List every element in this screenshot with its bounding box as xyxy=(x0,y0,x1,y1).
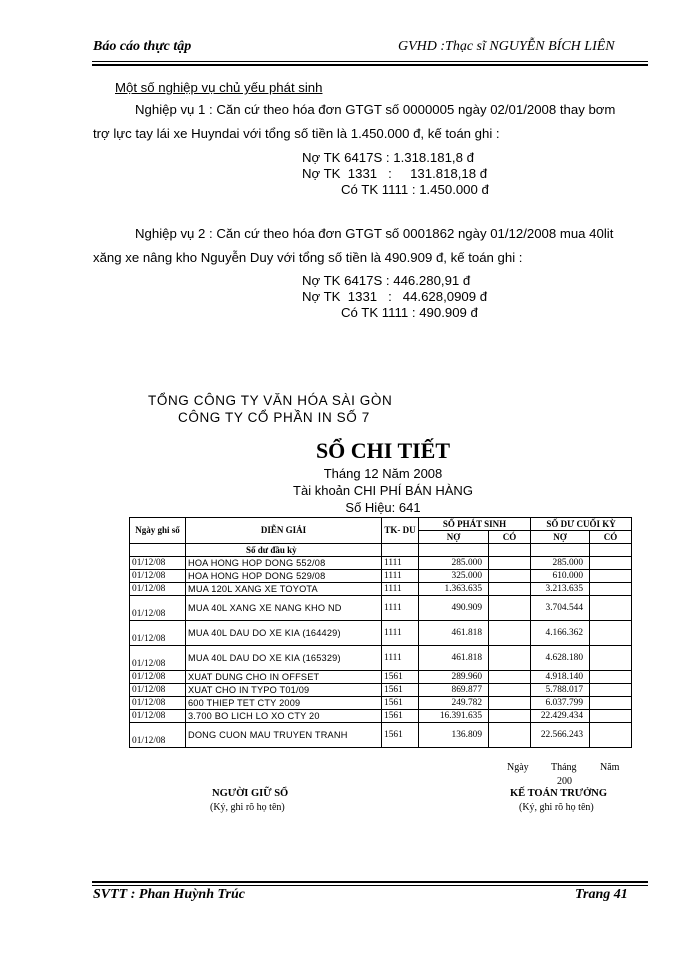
sign-right-note: (Ký, ghi rõ họ tên) xyxy=(519,802,594,813)
row-bal-co xyxy=(590,723,632,748)
transaction1-entry1: Nợ TK 6417S : 1.318.181,8 đ xyxy=(302,150,474,165)
col-header-so-du: SỐ DƯ CUỐI KỲ xyxy=(531,518,632,531)
row-tk: 1111 xyxy=(382,596,419,621)
opening-date xyxy=(130,544,186,557)
sign-date-year: Năm xyxy=(600,762,620,773)
transaction1-line1: Nghiệp vụ 1 : Căn cứ theo hóa đơn GTGT số 0000005 ngày 02/01/2008 thay bơm xyxy=(135,102,616,117)
row-date: 01/12/08 xyxy=(130,697,186,710)
row-bal-co xyxy=(590,596,632,621)
row-tk: 1111 xyxy=(382,646,419,671)
row-desc: MUA 40L XANG XE NANG KHO ND xyxy=(186,596,382,621)
col-header-no: NỢ xyxy=(419,531,489,544)
row-bal-no: 3.213.635 xyxy=(531,583,590,596)
ledger-month: Tháng 12 Năm 2008 xyxy=(323,466,443,481)
row-desc: MUA 40L DAU DO XE KIA (164429) xyxy=(186,621,382,646)
ledger-title: SỔ CHI TIẾT xyxy=(315,438,451,463)
row-bal-co xyxy=(590,671,632,684)
row-tk: 1561 xyxy=(382,710,419,723)
table-row xyxy=(130,596,632,621)
sign-left-note: (Ký, ghi rõ họ tên) xyxy=(210,802,285,813)
ledger-code: Số Hiệu: 641 xyxy=(345,500,421,515)
company-line2: CÔNG TY CỔ PHẦN IN SỐ 7 xyxy=(178,410,370,425)
table-row xyxy=(130,557,632,570)
row-no: 461.818 xyxy=(419,646,489,671)
table-row xyxy=(130,671,632,684)
row-desc: XUAT CHO IN TYPO T01/09 xyxy=(186,684,382,697)
row-co xyxy=(489,583,531,596)
sign-right-title: KẾ TOÁN TRƯỞNG xyxy=(510,788,608,799)
row-bal-no: 6.037.799 xyxy=(531,697,590,710)
row-no: 490.909 xyxy=(419,596,489,621)
col-header-tk: TK- DU xyxy=(382,518,419,544)
table-row xyxy=(130,570,632,583)
row-co xyxy=(489,710,531,723)
row-desc: HOA HONG HOP DONG 552/08 xyxy=(186,557,382,570)
row-tk: 1111 xyxy=(382,621,419,646)
ledger-account: Tài khoản CHI PHÍ BÁN HÀNG xyxy=(293,483,473,498)
row-bal-co xyxy=(590,570,632,583)
table-row xyxy=(130,697,632,710)
company-line1: TỔNG CÔNG TY VĂN HÓA SÀI GÒN xyxy=(148,393,393,408)
row-bal-no: 4.918.140 xyxy=(531,671,590,684)
row-bal-no: 4.628.180 xyxy=(531,646,590,671)
row-no: 136.809 xyxy=(419,723,489,748)
sign-left-title: NGƯỜI GIỮ SỔ xyxy=(212,788,289,799)
row-bal-co xyxy=(590,684,632,697)
footer-rule-top xyxy=(92,881,648,883)
row-no: 249.782 xyxy=(419,697,489,710)
transaction2-entry3: Có TK 1111 : 490.909 đ xyxy=(341,305,478,320)
header-rule-bottom xyxy=(92,64,648,66)
row-no: 325.000 xyxy=(419,570,489,583)
row-date: 01/12/08 xyxy=(130,671,186,684)
table-row xyxy=(130,684,632,697)
row-co xyxy=(489,570,531,583)
row-tk: 1561 xyxy=(382,697,419,710)
row-co xyxy=(489,596,531,621)
transaction2-entry2: Nợ TK 1331 : 44.628,0909 đ xyxy=(302,289,488,304)
col-header-desc: DIỄN GIẢI xyxy=(186,518,382,544)
row-date: 01/12/08 xyxy=(130,684,186,697)
row-bal-co xyxy=(590,583,632,596)
row-bal-co xyxy=(590,646,632,671)
footer-left: SVTT : Phan Huỳnh Trúc xyxy=(93,887,245,902)
footer-page: Trang 41 xyxy=(575,887,628,902)
col-header-date: Ngày ghi sổ xyxy=(130,518,186,544)
row-desc: DONG CUON MAU TRUYEN TRANH xyxy=(186,723,382,748)
row-tk: 1111 xyxy=(382,583,419,596)
row-no: 289.960 xyxy=(419,671,489,684)
row-date: 01/12/08 xyxy=(130,583,186,596)
row-bal-no: 4.166.362 xyxy=(531,621,590,646)
col-header-co: CÓ xyxy=(489,531,531,544)
sign-date-year-value: 200 xyxy=(557,776,572,787)
table-row xyxy=(130,621,632,646)
row-bal-no: 5.788.017 xyxy=(531,684,590,697)
table-row xyxy=(130,710,632,723)
row-bal-co xyxy=(590,557,632,570)
row-date: 01/12/08 xyxy=(130,710,186,723)
opening-label: Số dư đầu kỳ xyxy=(186,544,382,557)
row-co xyxy=(489,684,531,697)
col-header-bal-no: NỢ xyxy=(531,531,590,544)
row-date: 01/12/08 xyxy=(130,557,186,570)
transaction2-line1: Nghiệp vụ 2 : Căn cứ theo hóa đơn GTGT số 0001862 ngày 01/12/2008 mua 40lit xyxy=(135,226,614,241)
row-bal-co xyxy=(590,710,632,723)
row-bal-no: 3.704.544 xyxy=(531,596,590,621)
row-no: 1.363.635 xyxy=(419,583,489,596)
row-no: 285.000 xyxy=(419,557,489,570)
row-date: 01/12/08 xyxy=(130,723,186,748)
row-desc: XUAT DUNG CHO IN OFFSET xyxy=(186,671,382,684)
table-row xyxy=(130,646,632,671)
row-no: 869.877 xyxy=(419,684,489,697)
row-desc: 600 THIEP TET CTY 2009 xyxy=(186,697,382,710)
row-co xyxy=(489,697,531,710)
row-date: 01/12/08 xyxy=(130,570,186,583)
row-bal-co xyxy=(590,621,632,646)
ledger-table xyxy=(129,517,632,748)
row-bal-no: 22.429.434 xyxy=(531,710,590,723)
row-desc: MUA 120L XANG XE TOYOTA xyxy=(186,583,382,596)
sign-date-day: Ngày xyxy=(507,762,529,773)
sign-date-month: Tháng xyxy=(551,762,577,773)
row-tk: 1561 xyxy=(382,723,419,748)
row-no: 461.818 xyxy=(419,621,489,646)
row-tk: 1111 xyxy=(382,557,419,570)
row-co xyxy=(489,646,531,671)
transaction2-line2: xăng xe nâng kho Nguyễn Duy với tổng số tiền là 490.909 đ, kế toán ghi : xyxy=(93,250,523,265)
row-date: 01/12/08 xyxy=(130,596,186,621)
row-tk: 1561 xyxy=(382,684,419,697)
row-co xyxy=(489,671,531,684)
row-bal-no: 610.000 xyxy=(531,570,590,583)
transaction1-entry2: Nợ TK 1331 : 131.818,18 đ xyxy=(302,166,488,181)
transaction1-line2: trợ lực tay lái xe Huyndai với tổng số tiền là 1.450.000 đ, kế toán ghi : xyxy=(93,126,500,141)
row-desc: 3.700 BO LICH LO XO CTY 20 xyxy=(186,710,382,723)
row-tk: 1111 xyxy=(382,570,419,583)
row-tk: 1561 xyxy=(382,671,419,684)
row-co xyxy=(489,557,531,570)
row-date: 01/12/08 xyxy=(130,621,186,646)
row-bal-co xyxy=(590,697,632,710)
row-desc: HOA HONG HOP DONG 529/08 xyxy=(186,570,382,583)
header-rule-top xyxy=(92,61,648,62)
row-co xyxy=(489,621,531,646)
header-right: GVHD :Thạc sĩ NGUYỄN BÍCH LIÊN xyxy=(398,39,615,54)
row-no: 16.391.635 xyxy=(419,710,489,723)
row-date: 01/12/08 xyxy=(130,646,186,671)
section-title: Một số nghiệp vụ chủ yếu phát sinh xyxy=(115,80,323,95)
table-row xyxy=(130,723,632,748)
footer-rule-bottom xyxy=(92,885,648,886)
col-header-so-phat-sinh: SỐ PHÁT SINH xyxy=(419,518,531,531)
row-desc: MUA 40L DAU DO XE KIA (165329) xyxy=(186,646,382,671)
row-bal-no: 22.566.243 xyxy=(531,723,590,748)
row-bal-no: 285.000 xyxy=(531,557,590,570)
transaction2-entry1: Nợ TK 6417S : 446.280,91 đ xyxy=(302,273,471,288)
table-row xyxy=(130,583,632,596)
row-co xyxy=(489,723,531,748)
header-left: Báo cáo thực tập xyxy=(93,39,192,54)
col-header-bal-co: CÓ xyxy=(590,531,632,544)
transaction1-entry3: Có TK 1111 : 1.450.000 đ xyxy=(341,182,489,197)
